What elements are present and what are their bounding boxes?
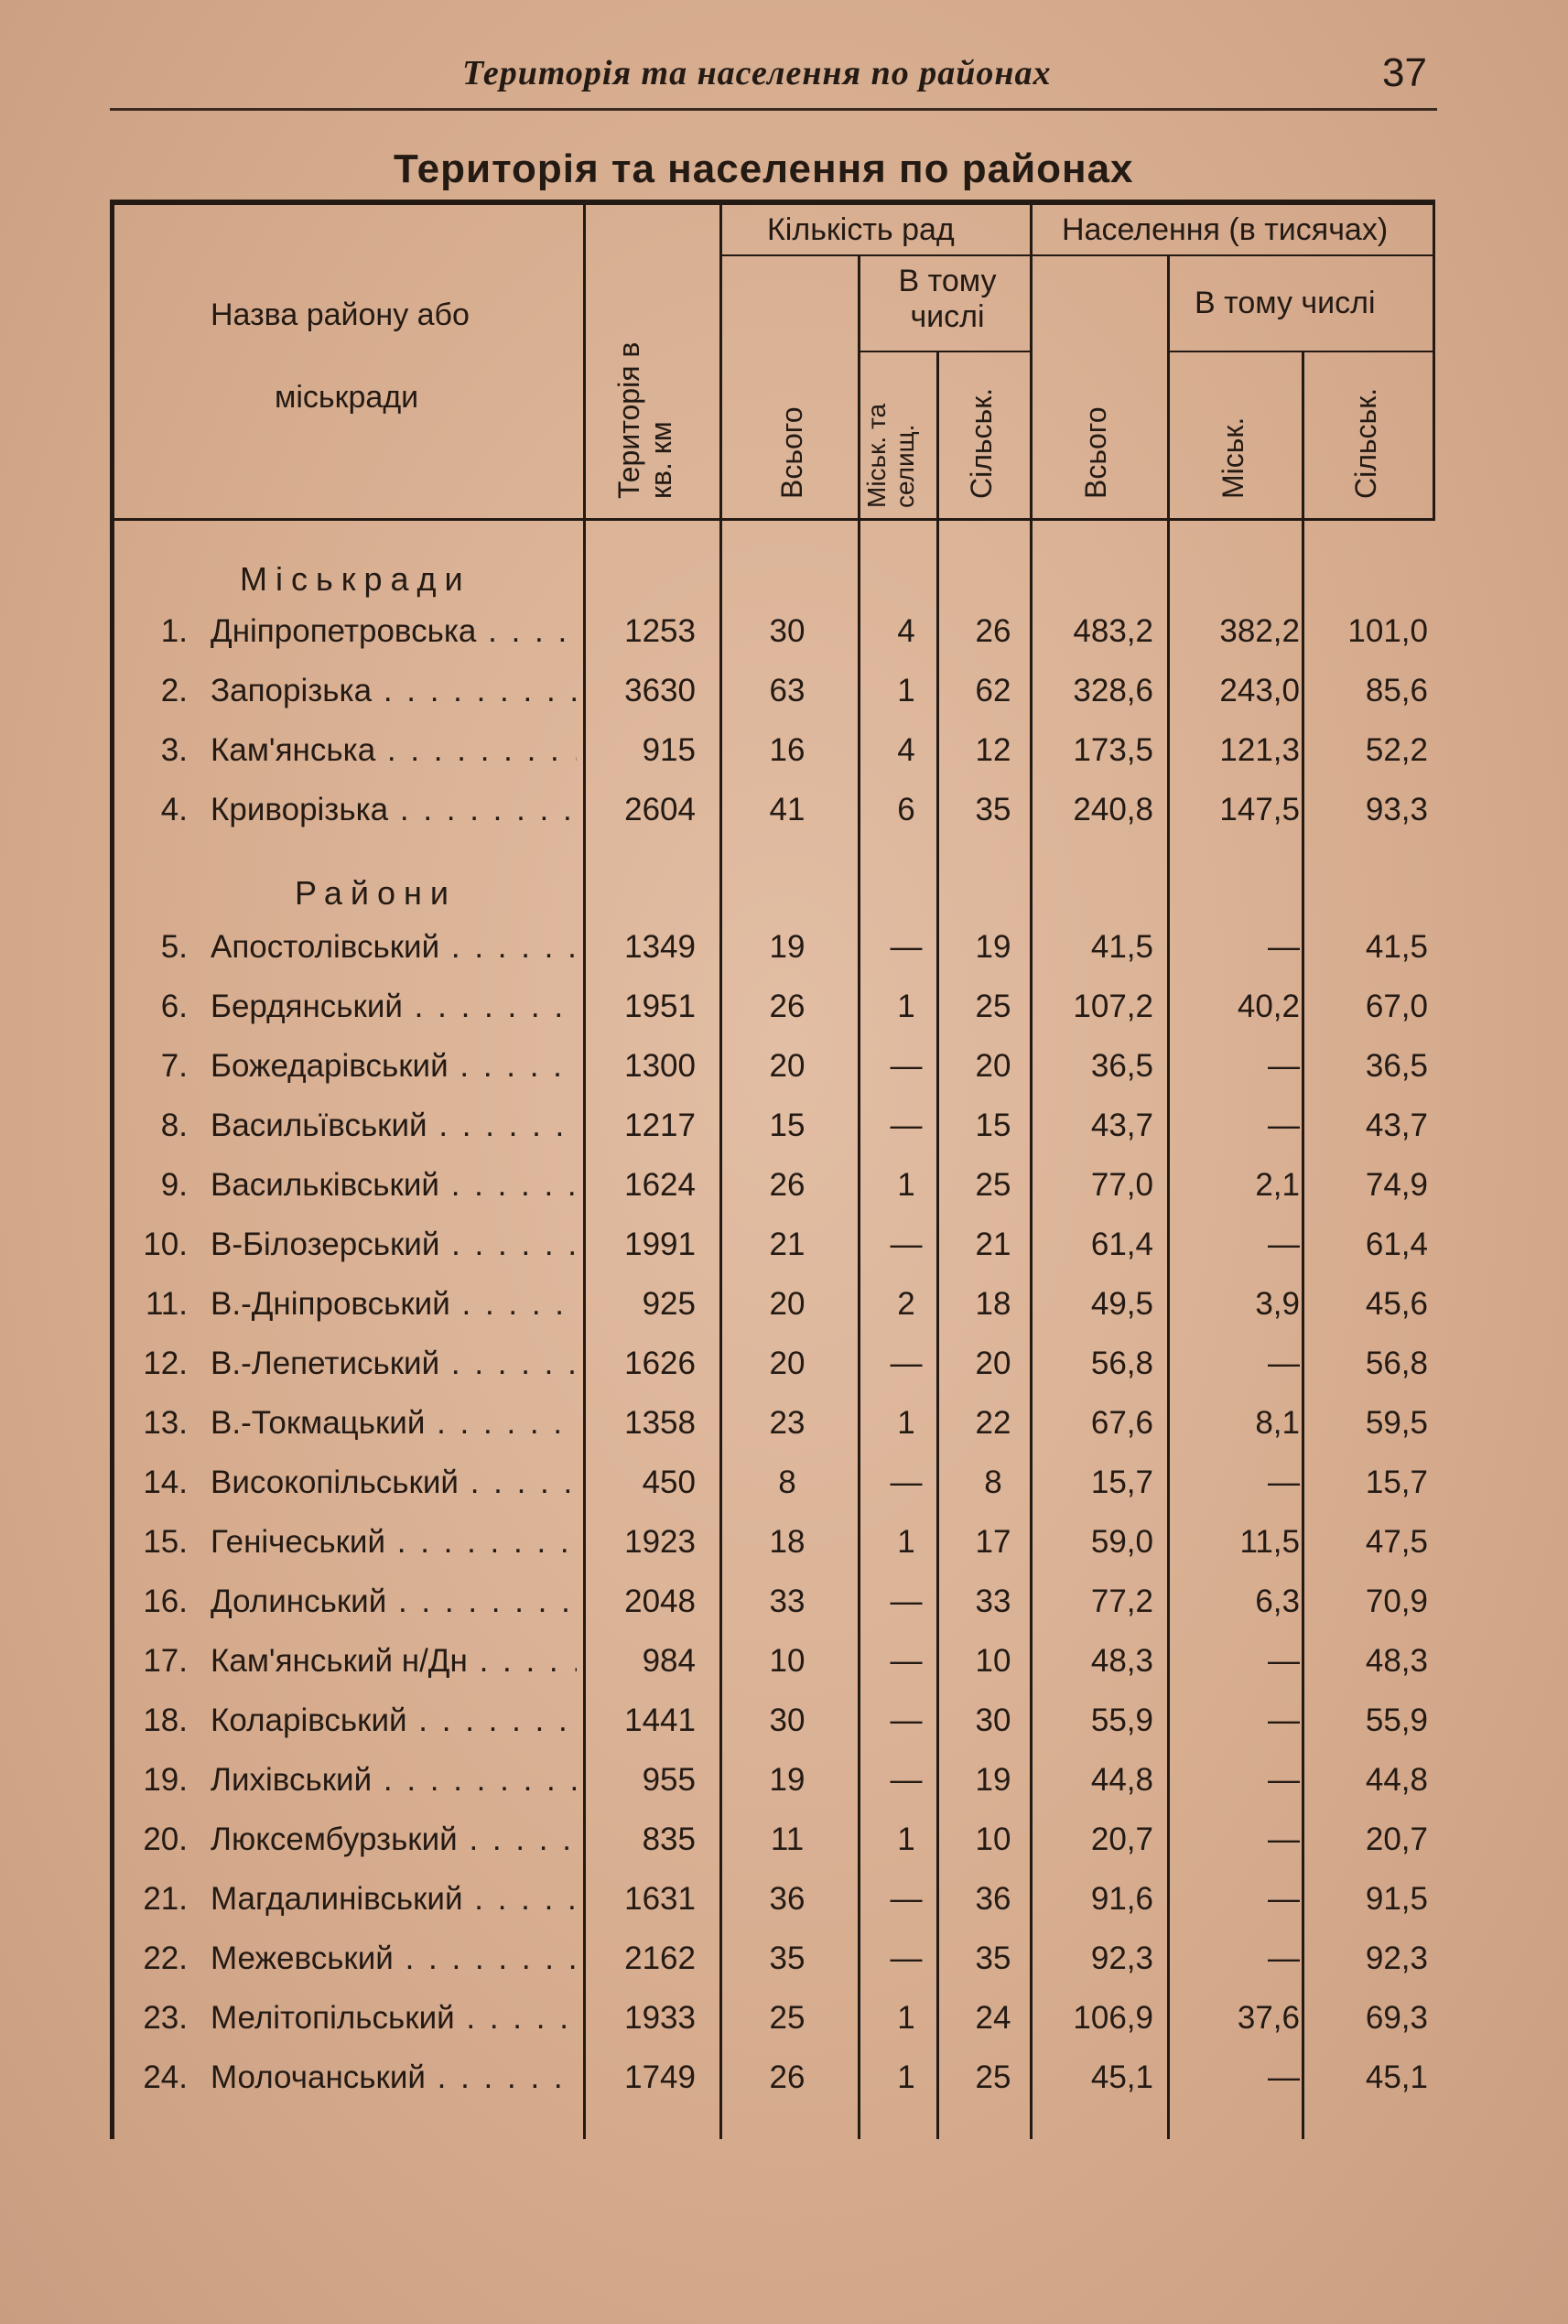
header-rule-councils	[722, 254, 1433, 256]
population-urban-cell: —	[1268, 1643, 1300, 1679]
councils-urban-cell: —	[890, 1702, 923, 1738]
row-number: 11.	[145, 1286, 188, 1322]
councils-rural-cell: 22	[975, 1405, 1011, 1441]
table-row	[0, 1167, 1568, 1224]
population-rural-cell: 92,3	[1365, 1940, 1428, 1976]
header-councils-rural: Сільськ.	[965, 387, 998, 499]
councils-total-cell: 36	[769, 1881, 806, 1917]
councils-total-cell: 26	[769, 1167, 806, 1203]
population-urban-cell: 3,9	[1255, 1286, 1300, 1322]
councils-total-cell: 23	[769, 1405, 806, 1441]
population-total-cell: 15,7	[1090, 1465, 1153, 1500]
population-total-cell: 56,8	[1090, 1346, 1153, 1381]
territory-cell: 1923	[624, 1524, 696, 1560]
councils-rural-cell: 25	[975, 1167, 1011, 1203]
population-total-cell: 106,9	[1073, 2000, 1153, 2036]
population-urban-cell: —	[1268, 1881, 1300, 1917]
population-urban-cell: —	[1268, 1821, 1300, 1857]
councils-total-cell: 26	[769, 2059, 806, 2095]
population-total-cell: 41,5	[1090, 929, 1153, 965]
territory-cell: 1933	[624, 2000, 696, 2036]
councils-urban-cell: 1	[897, 1167, 915, 1203]
population-rural-cell: 70,9	[1365, 1584, 1428, 1619]
population-total-cell: 43,7	[1090, 1108, 1153, 1143]
population-total-cell: 20,7	[1090, 1821, 1153, 1857]
councils-urban-cell: —	[890, 1762, 923, 1798]
councils-total-cell: 16	[769, 732, 806, 768]
table-row	[0, 989, 1568, 1045]
row-number: 8.	[160, 1108, 188, 1143]
population-rural-cell: 43,7	[1365, 1108, 1428, 1143]
territory-cell: 1951	[624, 989, 696, 1024]
table-row	[0, 1346, 1568, 1402]
population-urban-cell: 382,2	[1219, 613, 1300, 649]
population-urban-cell: —	[1268, 1702, 1300, 1738]
table-row	[0, 613, 1568, 670]
councils-total-cell: 26	[769, 989, 806, 1024]
councils-total-cell: 30	[769, 613, 806, 649]
population-rural-cell: 41,5	[1365, 929, 1428, 965]
population-rural-cell: 67,0	[1365, 989, 1428, 1024]
table-row	[0, 1108, 1568, 1164]
councils-rural-cell: 62	[975, 673, 1011, 708]
councils-urban-cell: 1	[897, 1821, 915, 1857]
population-rural-cell: 93,3	[1365, 792, 1428, 827]
councils-rural-cell: 8	[984, 1465, 1002, 1500]
councils-total-cell: 41	[769, 792, 806, 827]
councils-rural-cell: 10	[975, 1643, 1011, 1679]
councils-urban-cell: 6	[897, 792, 915, 827]
territory-cell: 1349	[624, 929, 696, 965]
population-total-cell: 173,5	[1073, 732, 1153, 768]
councils-urban-cell: 1	[897, 1405, 915, 1441]
population-total-cell: 67,6	[1090, 1405, 1153, 1441]
population-urban-cell: 243,0	[1219, 673, 1300, 708]
councils-total-cell: 11	[770, 1821, 805, 1857]
header-population: Населення (в тисячах)	[1062, 212, 1389, 247]
councils-rural-cell: 20	[975, 1346, 1011, 1381]
councils-total-cell: 63	[769, 673, 806, 708]
running-head: Територія та населення по районах	[462, 54, 1052, 92]
population-total-cell: 49,5	[1090, 1286, 1153, 1322]
population-urban-cell: 6,3	[1255, 1584, 1300, 1619]
population-urban-cell: —	[1268, 1108, 1300, 1143]
population-urban-cell: 121,3	[1219, 732, 1300, 768]
councils-urban-cell: —	[890, 1465, 923, 1500]
population-urban-cell: 8,1	[1255, 1405, 1300, 1441]
councils-urban-cell: —	[890, 1940, 923, 1976]
councils-urban-cell: —	[890, 1584, 923, 1619]
territory-cell: 1253	[624, 613, 696, 649]
councils-urban-cell: 1	[897, 673, 915, 708]
district-name: Долинський . . .	[211, 1584, 577, 1620]
table-row	[0, 673, 1568, 730]
section-cities: Міськради	[240, 560, 471, 598]
population-total-cell: 59,0	[1090, 1524, 1153, 1560]
row-number: 15.	[143, 1524, 188, 1560]
territory-cell: 915	[642, 732, 696, 768]
district-name: Васильївський . . .	[211, 1108, 577, 1144]
row-number: 24.	[143, 2059, 188, 2095]
territory-cell: 1358	[624, 1405, 696, 1441]
population-rural-cell: 36,5	[1365, 1048, 1428, 1084]
population-total-cell: 77,2	[1090, 1584, 1153, 1619]
councils-total-cell: 20	[769, 1048, 806, 1084]
councils-urban-cell: —	[890, 1227, 923, 1262]
territory-cell: 1626	[624, 1346, 696, 1381]
population-rural-cell: 45,1	[1365, 2059, 1428, 2095]
header-councils: Кількість рад	[767, 212, 955, 247]
councils-urban-cell: —	[890, 1346, 923, 1381]
population-urban-cell: —	[1268, 1465, 1300, 1500]
population-rural-cell: 101,0	[1347, 613, 1428, 649]
population-urban-cell: 2,1	[1255, 1167, 1300, 1203]
population-urban-cell: 11,5	[1239, 1524, 1300, 1560]
row-number: 5.	[160, 929, 188, 965]
row-number: 21.	[143, 1881, 188, 1917]
population-urban-cell: —	[1268, 929, 1300, 965]
territory-cell: 1631	[624, 1881, 696, 1917]
councils-urban-cell: 2	[897, 1286, 915, 1322]
councils-urban-cell: 1	[897, 989, 915, 1024]
district-name: Запорізька . . .	[211, 673, 577, 709]
population-urban-cell: —	[1268, 1346, 1300, 1381]
row-number: 9.	[160, 1167, 188, 1203]
population-rural-cell: 20,7	[1365, 1821, 1428, 1857]
row-number: 4.	[160, 792, 188, 827]
population-urban-cell: 147,5	[1219, 792, 1300, 827]
table-row	[0, 1702, 1568, 1759]
population-total-cell: 45,1	[1090, 2059, 1153, 2095]
councils-rural-cell: 24	[975, 2000, 1011, 2036]
row-number: 12.	[143, 1346, 188, 1381]
table-row	[0, 1227, 1568, 1283]
header-name-2: міськради	[275, 380, 419, 415]
header-bottom-rule	[114, 518, 1435, 521]
row-number: 14.	[143, 1465, 188, 1500]
header-rule-pop-incl	[1170, 351, 1433, 352]
header-population-rural: Сільськ.	[1349, 387, 1382, 499]
territory-cell: 835	[642, 1821, 696, 1857]
population-rural-cell: 85,6	[1365, 673, 1428, 708]
councils-rural-cell: 35	[975, 1940, 1011, 1976]
councils-rural-cell: 19	[975, 929, 1011, 965]
population-rural-cell: 47,5	[1365, 1524, 1428, 1560]
district-name: Високопільський . . .	[211, 1465, 577, 1501]
population-total-cell: 107,2	[1073, 989, 1153, 1024]
population-total-cell: 91,6	[1090, 1881, 1153, 1917]
population-urban-cell: —	[1268, 1762, 1300, 1798]
councils-total-cell: 30	[769, 1702, 806, 1738]
councils-rural-cell: 21	[975, 1227, 1011, 1262]
population-rural-cell: 48,3	[1365, 1643, 1428, 1679]
table-row	[0, 2000, 1568, 2057]
table-row	[0, 732, 1568, 789]
councils-rural-cell: 10	[975, 1821, 1011, 1857]
councils-total-cell: 33	[769, 1584, 806, 1619]
councils-total-cell: 35	[769, 1940, 806, 1976]
district-name: Криворізька . . .	[211, 792, 577, 828]
header-councils-including: В тому числі	[898, 264, 997, 334]
row-number: 22.	[143, 1940, 188, 1976]
councils-total-cell: 20	[769, 1286, 806, 1322]
district-name: В-Білозерський . . .	[211, 1227, 577, 1263]
district-name: Васильківський . . .	[211, 1167, 577, 1204]
table-row	[0, 1465, 1568, 1521]
district-name: Божедарівський . . .	[211, 1048, 577, 1085]
table-row	[0, 1940, 1568, 1997]
councils-urban-cell: 1	[897, 2000, 915, 2036]
district-name: Апостолівський . . .	[211, 929, 577, 966]
table-row	[0, 1048, 1568, 1105]
population-rural-cell: 59,5	[1365, 1405, 1428, 1441]
territory-cell: 955	[642, 1762, 696, 1798]
population-rural-cell: 61,4	[1365, 1227, 1428, 1262]
councils-urban-cell: 1	[897, 1524, 915, 1560]
councils-total-cell: 8	[778, 1465, 796, 1500]
territory-cell: 1441	[624, 1702, 696, 1738]
councils-urban-cell: —	[890, 1881, 923, 1917]
councils-rural-cell: 17	[975, 1524, 1011, 1560]
councils-total-cell: 18	[769, 1524, 806, 1560]
population-rural-cell: 45,6	[1365, 1286, 1428, 1322]
table-right-rule	[1433, 203, 1435, 519]
header-population-urban: Міськ.	[1217, 416, 1249, 499]
territory-cell: 1624	[624, 1167, 696, 1203]
councils-total-cell: 19	[769, 1762, 806, 1798]
district-name: Лихівський . . .	[211, 1762, 577, 1799]
row-number: 17.	[143, 1643, 188, 1679]
row-number: 2.	[160, 673, 188, 708]
population-total-cell: 36,5	[1090, 1048, 1153, 1084]
row-number: 10.	[143, 1227, 188, 1262]
population-urban-cell: 37,6	[1237, 2000, 1300, 2036]
row-number: 1.	[160, 613, 188, 649]
header-population-including: В тому числі	[1195, 286, 1376, 320]
territory-cell: 2604	[624, 792, 696, 827]
councils-rural-cell: 15	[975, 1108, 1011, 1143]
councils-urban-cell: —	[890, 1108, 923, 1143]
district-name: В.-Лепетиський . . .	[211, 1346, 577, 1382]
councils-rural-cell: 33	[975, 1584, 1011, 1619]
header-territory: Територія в кв. км	[612, 341, 678, 499]
councils-urban-cell: —	[890, 929, 923, 965]
councils-total-cell: 20	[769, 1346, 806, 1381]
territory-cell: 3630	[624, 673, 696, 708]
district-name: Мелітопільський . . .	[211, 2000, 577, 2037]
district-name: Люксембурзький . . .	[211, 1821, 577, 1858]
population-urban-cell: —	[1268, 2059, 1300, 2095]
table-title: Територія та населення по районах	[394, 146, 1134, 191]
councils-total-cell: 15	[769, 1108, 806, 1143]
table-row	[0, 1584, 1568, 1640]
population-urban-cell: —	[1268, 1940, 1300, 1976]
header-councils-total: Всього	[775, 406, 808, 499]
header-population-total: Всього	[1079, 406, 1112, 499]
table-row	[0, 1286, 1568, 1343]
table-row	[0, 1405, 1568, 1462]
section-districts: Райони	[295, 874, 457, 912]
councils-rural-cell: 35	[975, 792, 1011, 827]
population-rural-cell: 74,9	[1365, 1167, 1428, 1203]
population-rural-cell: 55,9	[1365, 1702, 1428, 1738]
councils-urban-cell: —	[890, 1643, 923, 1679]
population-urban-cell: —	[1268, 1048, 1300, 1084]
councils-urban-cell: 4	[897, 732, 915, 768]
population-total-cell: 92,3	[1090, 1940, 1153, 1976]
territory-cell: 1749	[624, 2059, 696, 2095]
councils-total-cell: 10	[769, 1643, 806, 1679]
district-name: Межевський . . .	[211, 1940, 577, 1977]
district-name: Магдалинівський . . .	[211, 1881, 577, 1918]
district-name: Кам'янська . . .	[211, 732, 577, 769]
territory-cell: 984	[642, 1643, 696, 1679]
territory-cell: 2162	[624, 1940, 696, 1976]
councils-rural-cell: 18	[975, 1286, 1011, 1322]
row-number: 20.	[143, 1821, 188, 1857]
population-urban-cell: —	[1268, 1227, 1300, 1262]
row-number: 16.	[143, 1584, 188, 1619]
district-name: В.-Токмацький . . .	[211, 1405, 577, 1442]
district-name: Коларівський . . .	[211, 1702, 577, 1739]
district-name: Генічеський . . .	[211, 1524, 577, 1561]
councils-rural-cell: 36	[975, 1881, 1011, 1917]
table-row	[0, 1762, 1568, 1819]
table-top-rule	[110, 200, 1435, 205]
district-name: Молочанський . . .	[211, 2059, 577, 2096]
population-rural-cell: 91,5	[1365, 1881, 1428, 1917]
councils-total-cell: 25	[769, 2000, 806, 2036]
territory-cell: 1300	[624, 1048, 696, 1084]
councils-rural-cell: 19	[975, 1762, 1011, 1798]
councils-total-cell: 21	[769, 1227, 806, 1262]
row-number: 13.	[143, 1405, 188, 1441]
councils-rural-cell: 25	[975, 989, 1011, 1024]
district-name: Бердянський . . .	[211, 989, 577, 1025]
population-rural-cell: 56,8	[1365, 1346, 1428, 1381]
district-name: Дніпропетровська . . .	[211, 613, 577, 650]
row-number: 18.	[143, 1702, 188, 1738]
councils-urban-cell: 1	[897, 2059, 915, 2095]
table-row	[0, 1881, 1568, 1938]
councils-urban-cell: —	[890, 1048, 923, 1084]
population-total-cell: 61,4	[1090, 1227, 1153, 1262]
district-name: В.-Дніпровський . . .	[211, 1286, 577, 1323]
councils-urban-cell: 4	[897, 613, 915, 649]
page-number: 37	[1382, 50, 1427, 95]
row-number: 23.	[143, 2000, 188, 2036]
population-urban-cell: 40,2	[1237, 989, 1300, 1024]
councils-rural-cell: 30	[975, 1702, 1011, 1738]
population-total-cell: 240,8	[1073, 792, 1153, 827]
councils-rural-cell: 12	[975, 732, 1011, 768]
population-total-cell: 48,3	[1090, 1643, 1153, 1679]
table-row	[0, 1821, 1568, 1878]
territory-cell: 925	[642, 1286, 696, 1322]
header-councils-urban: Міськ. та селищ.	[862, 403, 919, 508]
row-number: 19.	[143, 1762, 188, 1798]
population-rural-cell: 44,8	[1365, 1762, 1428, 1798]
table-row	[0, 1524, 1568, 1581]
district-name: Кам'янський н/Дн . . .	[211, 1643, 577, 1680]
table-row	[0, 929, 1568, 986]
table-row	[0, 1643, 1568, 1700]
population-rural-cell: 15,7	[1365, 1465, 1428, 1500]
territory-cell: 1991	[624, 1227, 696, 1262]
population-total-cell: 483,2	[1073, 613, 1153, 649]
territory-cell: 450	[642, 1465, 696, 1500]
territory-cell: 2048	[624, 1584, 696, 1619]
population-total-cell: 55,9	[1090, 1702, 1153, 1738]
territory-cell: 1217	[624, 1108, 696, 1143]
table-row	[0, 2059, 1568, 2116]
table-row	[0, 792, 1568, 849]
councils-rural-cell: 20	[975, 1048, 1011, 1084]
councils-rural-cell: 26	[975, 613, 1011, 649]
row-number: 7.	[160, 1048, 188, 1084]
header-name: Назва району або	[211, 297, 470, 332]
population-total-cell: 44,8	[1090, 1762, 1153, 1798]
population-rural-cell: 69,3	[1365, 2000, 1428, 2036]
councils-rural-cell: 25	[975, 2059, 1011, 2095]
population-total-cell: 77,0	[1090, 1167, 1153, 1203]
row-number: 6.	[160, 989, 188, 1024]
population-total-cell: 328,6	[1073, 673, 1153, 708]
population-rural-cell: 52,2	[1365, 732, 1428, 768]
row-number: 3.	[160, 732, 188, 768]
councils-total-cell: 19	[769, 929, 806, 965]
